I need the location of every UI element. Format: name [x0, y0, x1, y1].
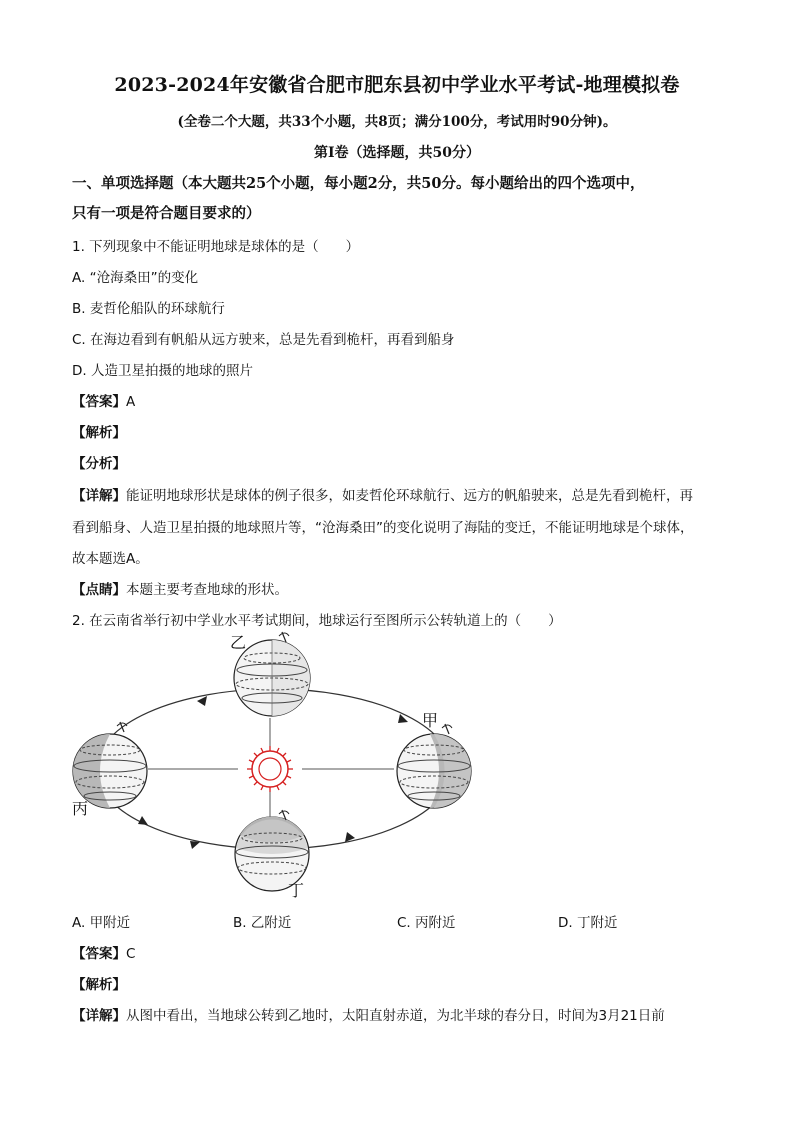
- answer-value: A: [126, 394, 136, 410]
- label-bing: 丙: [72, 799, 89, 818]
- detail-text: 从图中看出，当地球公转到乙地时，太阳直射赤道，为北半球的春分日，时间为3月21日前: [126, 1008, 665, 1024]
- q2-detail: [72, 1004, 665, 1024]
- section-heading-line2: 只有一项是符合题目要求的）: [72, 205, 261, 222]
- label-yi: 乙: [230, 633, 247, 652]
- q2-option-c: C. 丙附近: [397, 915, 456, 931]
- q1-detail-line2: 看到船身、人造卫星拍摄的地球照片等，“沧海桑田”的变化说明了海陆的变迁，不能证明地球是个球体，: [72, 520, 694, 536]
- answer-label: 【答案】: [72, 946, 126, 962]
- page-title: 2023-2024年安徽省合肥市肥东县初中学业水平考试-地理模拟卷: [114, 74, 680, 96]
- q2-option-b: B. 乙附近: [233, 915, 292, 931]
- q1-stem: 1. 下列现象中不能证明地球是球体的是（ ）: [72, 239, 360, 255]
- q1-answer: [72, 390, 135, 410]
- answer-value: C: [126, 946, 136, 962]
- label-jia: 甲: [422, 711, 439, 730]
- comment-label: 【点睛】: [72, 582, 126, 598]
- part-title: 第Ⅰ卷（选择题，共50分）: [313, 145, 481, 161]
- q1-fenxi-label: 【分析】: [72, 456, 126, 472]
- q2-stem: 2. 在云南省举行初中学业水平考试期间，地球运行至图所示公转轨道上的（ ）: [72, 613, 562, 629]
- q1-detail-line3: 故本题选A。: [72, 551, 149, 567]
- answer-label: 【答案】: [72, 394, 126, 410]
- q1-option-d: D. 人造卫星拍摄的地球的照片: [72, 363, 253, 379]
- label-ding: 丁: [288, 881, 305, 898]
- q2-option-a: A. 甲附近: [72, 915, 131, 931]
- q1-option-a: A. “沧海桑田”的变化: [72, 270, 199, 286]
- detail-text: 能证明地球形状是球体的例子很多，如麦哲伦环球航行、远方的帆船驶来，总是先看到桅杆，再: [126, 488, 693, 504]
- q1-option-c: C. 在海边看到有帆船从远方驶来，总是先看到桅杆，再看到船身: [72, 332, 455, 348]
- detail-label: 【详解】: [72, 1008, 126, 1024]
- q2-answer: [72, 942, 135, 962]
- sun-icon: [247, 746, 293, 792]
- orbit-arrow-icon: [138, 816, 148, 825]
- earth-orbit-diagram: [60, 628, 480, 898]
- exam-info: (全卷二个大题，共33个小题，共8页；满分100分，考试用时90分钟)。: [177, 114, 617, 130]
- orbit-arrow-icon: [190, 841, 200, 849]
- q2-analysis-label: 【解析】: [72, 977, 126, 993]
- section-heading-line1: 一、单项选择题（本大题共25个小题，每小题2分，共50分。每小题给出的四个选项中，: [72, 175, 645, 192]
- orbit-arrow-icon: [197, 696, 207, 706]
- earth-jia: [397, 724, 471, 808]
- q1-analysis-label: 【解析】: [72, 425, 126, 441]
- earth-ding: [235, 810, 309, 891]
- earth-bing: [73, 722, 147, 808]
- comment-text: 本题主要考查地球的形状。: [126, 582, 288, 598]
- q2-option-d: D. 丁附近: [558, 915, 618, 931]
- q1-comment: [72, 578, 288, 598]
- q1-option-b: B. 麦哲伦船队的环球航行: [72, 301, 225, 317]
- q1-detail-line1: [72, 484, 693, 504]
- detail-label: 【详解】: [72, 488, 126, 504]
